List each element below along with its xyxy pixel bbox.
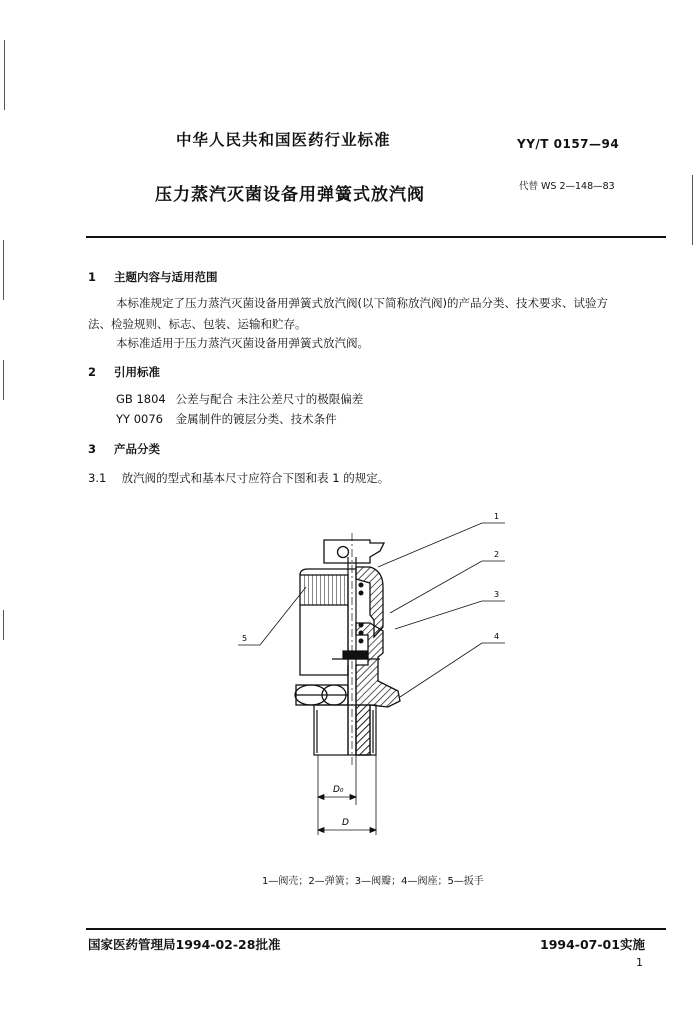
section-title: 引用标准: [114, 365, 161, 379]
callout-number: 1: [494, 512, 500, 521]
reference-code: YY 0076: [116, 412, 163, 426]
figure-caption: 1—阀壳；2—弹簧；3—阀瓣；4—阀座；5—扳手: [262, 876, 484, 887]
scan-edge-mark: [4, 40, 5, 110]
handle-lever: [324, 540, 384, 563]
section-number: 3: [88, 442, 97, 456]
section-number: 2: [88, 365, 97, 379]
scan-edge-mark: [3, 610, 4, 640]
section-title: 主题内容与适用范围: [114, 270, 218, 284]
section-number: 1: [88, 270, 97, 284]
clause-text: 放汽阀的型式和基本尺寸应符合下图和表 1 的规定。: [121, 471, 390, 485]
section-title: 产品分类: [114, 442, 161, 456]
callout-number: 5: [242, 634, 248, 643]
reference-text: 公差与配合 未注公差尺寸的极限偏差: [175, 392, 364, 406]
footer-rule: [86, 928, 666, 930]
clause-3-1: [88, 470, 389, 486]
reference-text: 金属制件的镀层分类、技术条件: [175, 412, 337, 426]
document-title: 压力蒸汽灭菌设备用弹簧式放汽阀: [155, 185, 425, 205]
paragraph: 本标准规定了压力蒸汽灭菌设备用弹簧式放汽阀(以下简称放汽阀)的产品分类、技术要求、试验方: [116, 296, 608, 310]
dimension-d-label: D: [342, 818, 349, 828]
valve-cross-section-drawing: [220, 505, 520, 845]
paragraph: 本标准适用于压力蒸汽灭菌设备用弹簧式放汽阀。: [116, 336, 369, 350]
callout-number: 4: [494, 632, 500, 641]
standard-organization: 中华人民共和国医药行业标准: [176, 131, 391, 149]
effective-date: 1994-07-01实施: [540, 937, 645, 952]
page-number: 1: [636, 956, 643, 969]
callout-number: 3: [494, 590, 500, 599]
threaded-shank: [314, 705, 376, 755]
reference-item: [116, 391, 363, 407]
dimension-d0-label: D₀: [333, 785, 344, 795]
header-rule: [86, 236, 666, 238]
dimension-d0: [318, 755, 356, 805]
hex-nut: [295, 685, 348, 705]
approval-note: 国家医药管理局1994-02-28批准: [88, 937, 281, 952]
section-1-heading: [88, 269, 218, 285]
paragraph: 法、检验规则、标志、包装、运输和贮存。: [88, 317, 307, 331]
reference-code: GB 1804: [116, 392, 166, 406]
section-3-heading: [88, 441, 160, 457]
callout-number: 2: [494, 550, 500, 559]
scan-edge-mark: [3, 240, 4, 300]
scan-edge-mark: [3, 360, 4, 400]
section-2-heading: [88, 364, 160, 380]
scan-edge-mark: [692, 175, 693, 245]
reference-item: [116, 411, 337, 427]
standard-code: YY/T 0157—94: [517, 137, 620, 151]
clause-number: 3.1: [88, 471, 107, 485]
replaces-standard: 代替 WS 2—148—83: [519, 181, 615, 192]
